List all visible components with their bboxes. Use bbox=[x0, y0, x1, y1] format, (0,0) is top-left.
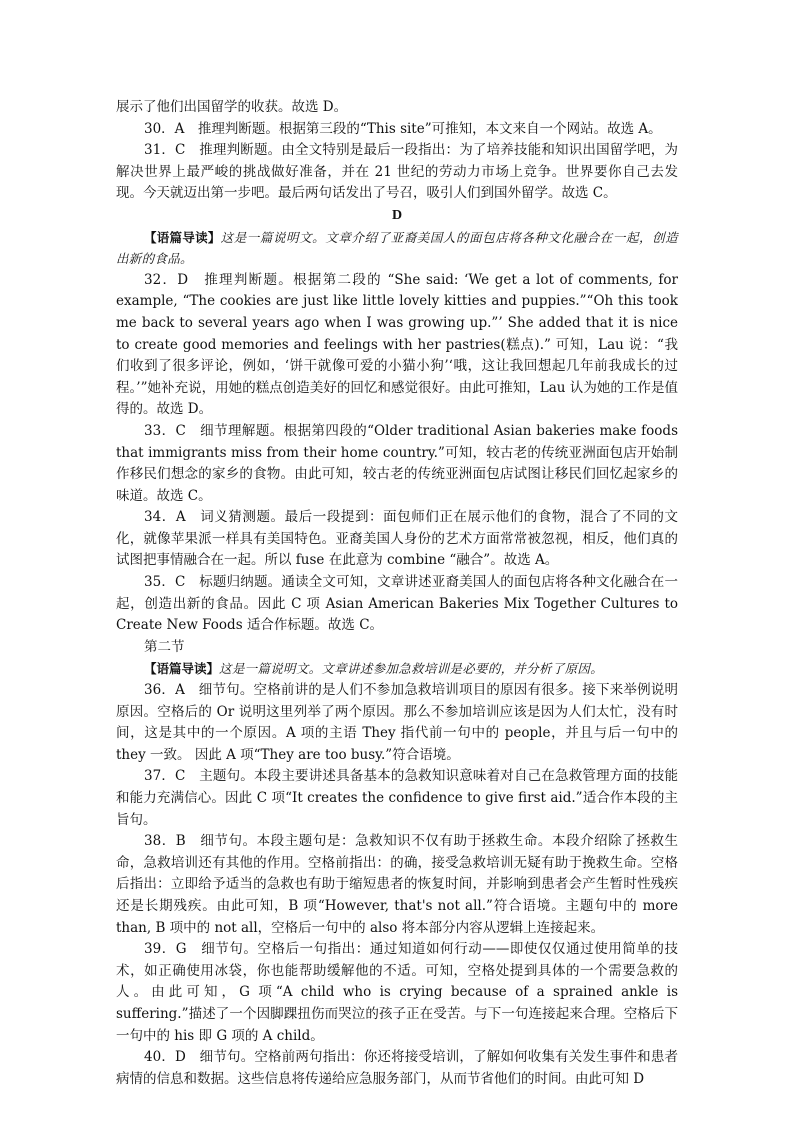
guide-tag: 【语篇导读】 bbox=[144, 229, 221, 245]
paragraph-continuation: 展示了他们出国留学的收获。故选 D。 bbox=[116, 99, 348, 115]
answer-40: 40．D 细节句。空格前两句指出：你还将接受培训，了解如何收集有关发生事件和患者病情的信息和数据。这些信息将传递给应急服务部门，从而节省他们的时间。由此可知 D bbox=[116, 1049, 678, 1087]
passage-guide-d bbox=[116, 227, 678, 270]
guide-tag: 【语篇导读】 bbox=[144, 661, 220, 677]
answer-37: 37．C 主题句。本段主要讲述具备基本的急救知识意味着对自己在急救管理方面的技能和能力充满信心。因此 C 项“It creates the confidence to give first aid.”适合作本段的主旨句。 bbox=[116, 768, 678, 828]
answer-36: 36．A 细节句。空格前讲的是人们不参加急救培训项目的原因有很多。接下来举例说明原因。空格后的 Or 说明这里列举了两个原因。那么不参加培训应该是因为人们太忙，没有时间，这是其中的一个原因。A 项的主语 They 指代前一句中的 people，并且与后一句中的 they 一致。 因此 A 项“They are too busy.”符合语境。 bbox=[116, 682, 678, 763]
guide-text: 这是一篇说明文。文章讲述参加急救培训是必要的，并分析了原因。 bbox=[219, 661, 604, 677]
answer-30: 30．A 推理判断题。根据第三段的“This site”可推知，本文来自一个网站。故选 A。 bbox=[144, 120, 662, 137]
answer-key-page bbox=[116, 97, 678, 1090]
answer-38: 38．B 细节句。本段主题句是：急救知识不仅有助于拯救生命。本段介绍除了拯救生命，急救培训还有其他的作用。空格前指出：的确，接受急救培训无疑有助于挽救生命。空格后指出：立即给予适当的急救也有助于缩短患者的恢复时间，并影响到患者会产生暂时性残疾还是长期残疾。由此可知，B 项“However, that's not all.”符合语境。主题句中的 more than, B 项中的 not all，空格后一句中的 also 将本部分内容从逻辑上连接起来。 bbox=[116, 833, 678, 936]
passage-heading-d: D bbox=[391, 207, 403, 223]
guide-text: 这是一篇说明文。文章介绍了亚裔美国人的面包店将各种文化融合在一起，创造出新的食品。 bbox=[116, 229, 678, 267]
answer-32: 32．D 推理判断题。根据第二段的 “She said: ‘We get a lot of comments, for example, “The cookies are just like little lovely kitties and puppies.”“Oh this took me back to several years ago when I was growing up.”’ She added that it is nice to create good memories and feelings with her pastries(糕点).” 可知，Lau 说：“我们收到了很多评论，例如，‘饼干就像可爱的小猫小狗’‘哦，这让我回想起几年前我成长的过程。’”她补充说，用她的糕点创造美好的回忆和感觉很好。由此可推知，Lau 认为她的工作是值得的。故选 D。 bbox=[116, 271, 678, 418]
answer-39: 39．G 细节句。空格后一句指出：通过知道如何行动——即使仅仅通过使用简单的技术，如正确使用冰袋，你也能帮助缓解他的不适。可知，空格处提到具体的一个需要急救的人。由此可知，G 项“A child who is crying because of a sprained ankle is suffering.”描述了一个因脚踝扭伤而哭泣的孩子正在受苦。与下一句连接起来合理。空格后下一句中的 his 即 G 项的 A child。 bbox=[116, 941, 678, 1044]
answer-35: 35．C 标题归纳题。通读全文可知，文章讲述亚裔美国人的面包店将各种文化融合在一起，创造出新的食品。因此 C 项 Asian American Bakeries Mix Together Cultures to Create New Foods 适合作标题。故选 C。 bbox=[116, 574, 678, 634]
answer-34: 34．A 词义猜测题。最后一段提到：面包师们正在展示他们的食物，混合了不同的文化，就像苹果派一样具有美国特色。亚裔美国人身份的艺术方面常常被忽视，相反，他们真的试图把事情融合在一起。所以 fuse 在此意为 combine “融合”。故选 A。 bbox=[116, 509, 678, 569]
passage-guide-2 bbox=[116, 658, 678, 680]
section-heading-2: 第二节 bbox=[144, 638, 185, 655]
answer-33: 33．C 细节理解题。根据第四段的“Older traditional Asian bakeries make foods that immigrants miss from their home country.”可知，较古老的传统亚洲面包店开始制作移民们想念的家乡的食物。由此可知，较古老的传统亚洲面包店试图让移民们回忆起家乡的味道。故选 C。 bbox=[116, 422, 678, 504]
answer-31: 31．C 推理判断题。由全文特别是最后一段指出：为了培养技能和知识出国留学吧，为解决世界上最严峻的挑战做好准备，并在 21 世纪的劳动力市场上竞争。世界要你自己去发现。今天就迈出第一步吧。最后两句话发出了号召，吸引人们到国外留学。故选 C。 bbox=[116, 142, 678, 202]
